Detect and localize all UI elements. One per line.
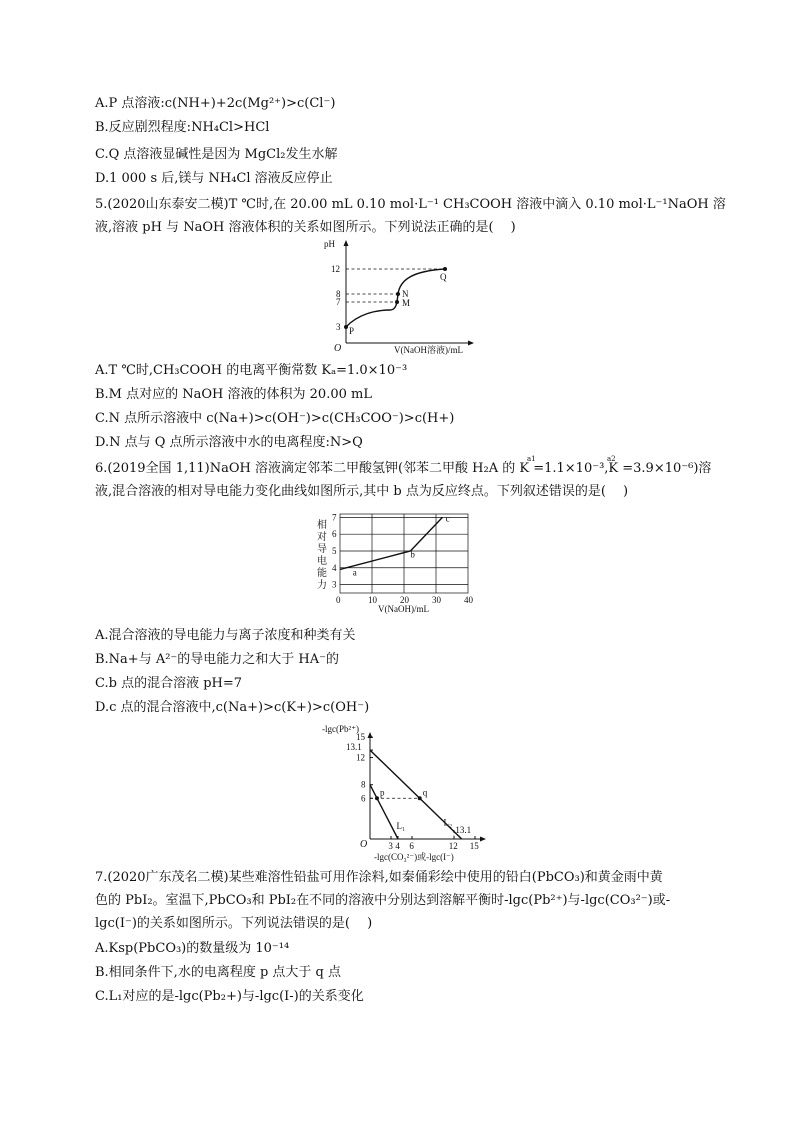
sol-y-tick: 13.1 (346, 742, 362, 753)
conductivity-ylabel-char: 导 (317, 544, 327, 555)
conductivity-ylabel-group (317, 518, 327, 591)
ph-point-q (443, 267, 447, 271)
q6-option-d: D.c 点的混合溶液中,c(Na+)>c(K+)>c(OH⁻) (95, 700, 370, 715)
sol-origin: O (360, 839, 368, 850)
sol-annotation-13-1: 13.1 (455, 824, 472, 835)
q7-stem-line2: 色的 PbI₂。室温下,PbCO₃和 PbI₂在不同的溶液中分别达到溶解平衡时-lgc(Pb²⁺)与-lgc(CO₃²⁻)或- (95, 893, 671, 908)
ph-label-p: P (349, 326, 355, 336)
q5-option-c: C.N 点所示溶液中 c(Na+)>c(OH⁻)>c(CH₃COO⁻)>c(H+) (95, 411, 455, 426)
ph-titration-chart (312, 236, 492, 358)
ph-ytick-12: 12 (331, 264, 340, 274)
ph-x-arrow (468, 341, 474, 346)
q6-stem-line1: 6.(2019全国 1,11)NaOH 溶液滴定邻苯二甲酸氢钾(邻苯二甲酸 H₂A 的 K =1.1×10⁻³,K =3.9×10⁻⁶)溶 (95, 461, 712, 476)
sol-label-l2: L₂ (443, 817, 453, 828)
conductivity-label-a: a (352, 567, 357, 578)
q7-option-c: C.L₁对应的是-lgc(Pb₂+)与-lgc(I-)的关系变化 (95, 989, 364, 1004)
sol-point-label-p: p (380, 787, 385, 798)
q7-stem-line1: 7.(2020广东茂名二模)某些难溶性铅盐可用作涂料,如秦俑彩绘中使用的铅白(PbCO₃)和黄金雨中黄 (95, 870, 663, 885)
conductivity-curve (340, 517, 442, 569)
sol-point-p (375, 796, 379, 800)
conductivity-chart (312, 508, 482, 616)
conductivity-x-tick: 40 (464, 595, 473, 605)
ph-point-n (396, 292, 400, 296)
sol-label-l1: L₁ (396, 820, 406, 831)
conductivity-ylabel-char: 力 (317, 580, 327, 591)
sol-x-tick: 4 (395, 841, 400, 851)
conductivity-ylabel-char: 对 (317, 532, 327, 543)
ph-ytick-8: 8 (336, 289, 341, 299)
conductivity-ylabel-char: 相 (317, 520, 327, 531)
conductivity-x-label: V(NaOH)/mL (378, 604, 429, 614)
ph-point-p (344, 325, 348, 329)
sol-y-tick: 15 (356, 732, 365, 743)
conductivity-y-tick: 7 (332, 512, 337, 523)
q5-stem-line2: 液,溶液 pH 与 NaOH 溶液体积的关系如图所示。下列说法正确的是( ) (95, 220, 516, 235)
sol-point-label-q: q (422, 787, 428, 798)
q6-option-a: A.混合溶液的导电能力与离子浓度和种类有关 (95, 628, 356, 643)
ph-curve (346, 269, 445, 327)
ph-ytick-7: 7 (336, 297, 341, 307)
sol-x-tick: 3 (388, 841, 393, 851)
q4-option-c: C.Q 点溶液显碱性是因为 MgCl₂发生水解 (95, 147, 338, 162)
ph-ytick-3: 3 (336, 322, 341, 332)
sol-x-tick: 15 (469, 841, 479, 851)
ph-label-n: N (402, 289, 409, 299)
ph-y-arrow (344, 240, 349, 246)
sol-y-tick: 6 (361, 793, 366, 804)
conductivity-label-c: c (445, 513, 450, 524)
sol-x-ticks (388, 836, 479, 851)
sol-x-label: -lgc(CO₃²⁻)或-lgc(I⁻) (374, 852, 454, 862)
sol-point-q (418, 796, 422, 800)
conductivity-x-tick: 10 (368, 595, 377, 605)
ph-label-q: Q (440, 272, 447, 282)
q6-option-b: B.Na+与 A²⁻的导电能力之和大于 HA⁻的 (95, 652, 340, 667)
conductivity-ticks (332, 512, 474, 605)
conductivity-y-tick: 4 (332, 562, 337, 573)
conductivity-label-b: b (410, 549, 415, 560)
q5-option-d: D.N 点与 Q 点所示溶液中水的电离程度:N>Q (95, 435, 363, 450)
q6-option-c: C.b 点的混合溶液 pH=7 (95, 676, 243, 691)
sol-x-tick: 12 (448, 841, 458, 851)
ph-y-label: pH (324, 239, 335, 249)
sol-x-tick: 6 (409, 841, 414, 851)
conductivity-y-tick: 3 (332, 579, 337, 590)
conductivity-x-tick: 20 (400, 595, 409, 605)
sol-y-label: -lgc(Pb²⁺) (322, 724, 359, 734)
q4-option-d: D.1 000 s 后,镁与 NH₄Cl 溶液反应停止 (95, 171, 333, 186)
conductivity-ylabel-char: 电 (317, 556, 327, 567)
q4-option-a: A.P 点溶液:c(NH+)+2c(Mg²⁺)>c(Cl⁻) (95, 96, 336, 111)
conductivity-x-tick: 30 (432, 595, 441, 605)
q6-subscript-a1: a1 (527, 455, 536, 463)
q7-stem-line3: lgc(I⁻)的关系如图所示。下列说法错误的是( ) (95, 916, 373, 931)
ph-x-label: V(NaOH溶液)/mL (394, 345, 463, 355)
conductivity-y-tick: 5 (332, 545, 337, 556)
q7-option-a: A.Ksp(PbCO₃)的数量级为 10⁻¹⁴ (95, 941, 290, 956)
q6-stem-line2: 液,混合溶液的相对导电能力变化曲线如图所示,其中 b 点为反应终点。下列叙述错误的是( ) (95, 484, 629, 499)
sol-y-ticks (346, 732, 373, 803)
ph-label-m: M (402, 298, 411, 308)
conductivity-ylabel-char: 能 (317, 568, 327, 579)
conductivity-y-tick: 6 (332, 529, 337, 540)
q5-option-a: A.T ℃时,CH₃COOH 的电离平衡常数 Kₐ=1.0×10⁻³ (95, 363, 408, 378)
q5-option-b: B.M 点对应的 NaOH 溶液的体积为 20.00 mL (95, 387, 372, 402)
q5-stem-line1: 5.(2020山东泰安二模)T ℃时,在 20.00 mL 0.10 mol·L⁻¹ CH₃COOH 溶液中滴入 0.10 mol·L⁻¹NaOH 溶 (95, 197, 726, 212)
ph-point-m (395, 300, 399, 304)
sol-x-arrow (480, 837, 486, 842)
sol-y-tick: 12 (356, 752, 365, 763)
ph-origin: O (334, 343, 342, 354)
solubility-chart (322, 722, 492, 862)
conductivity-x-tick: 0 (336, 595, 341, 605)
q6-subscript-a2: a2 (607, 455, 616, 463)
q7-option-b: B.相同条件下,水的电离程度 p 点大于 q 点 (95, 965, 341, 980)
conductivity-grid (340, 514, 468, 593)
sol-y-tick: 8 (361, 779, 366, 790)
q4-option-b: B.反应剧烈程度:NH₄Cl>HCl (95, 120, 270, 135)
